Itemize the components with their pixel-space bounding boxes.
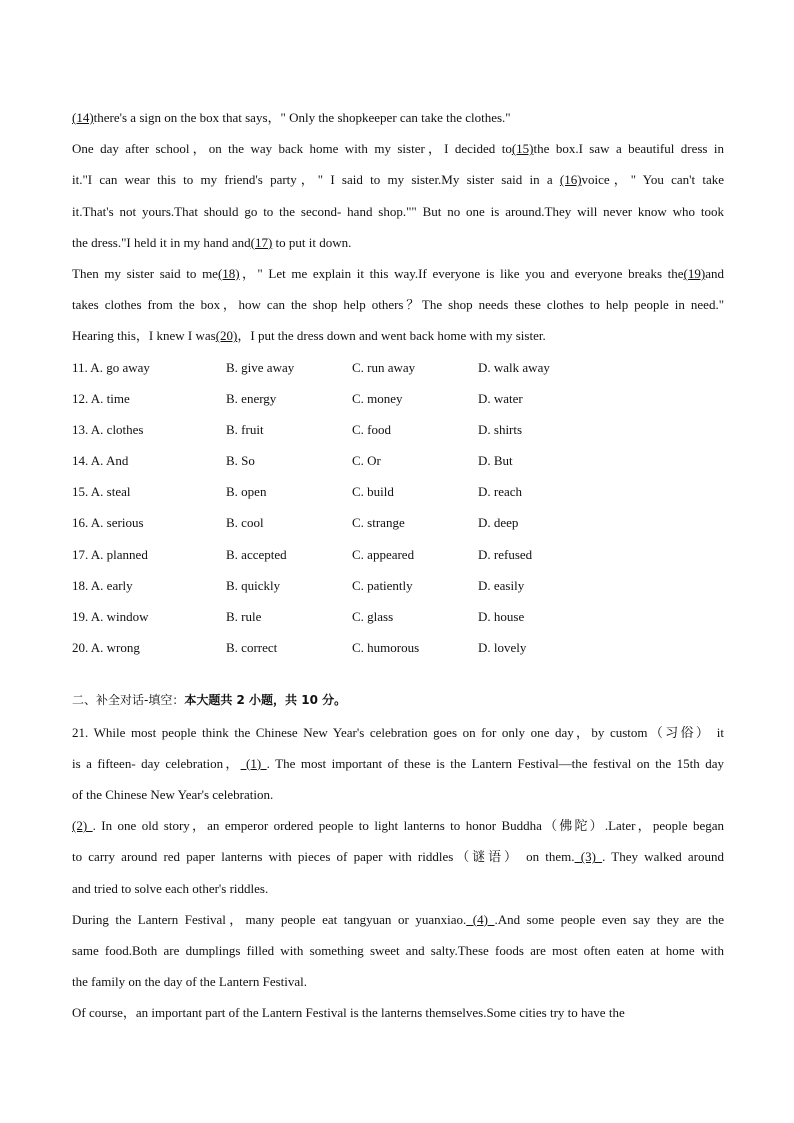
- blank-18: (18): [217, 265, 240, 281]
- blank-1: (1): [240, 755, 267, 771]
- blank-14: (14): [72, 110, 94, 125]
- passage-2: [72, 717, 724, 1029]
- passage-line: Hearing this，I knew I was(20)，I put the dress down and went back home with my sister.: [72, 328, 546, 344]
- question-row: 12. A. time B. energy C. money D. water: [72, 390, 523, 406]
- blank-17: (17): [250, 234, 273, 250]
- passage-line: One day after school，on the way back home with my sister，I decided to(15)the box.I saw a beautiful dress in: [72, 141, 724, 157]
- blank-3: (3): [574, 849, 603, 865]
- blank-15: (15): [511, 141, 534, 157]
- question-row: 15. A. steal B. open C. build D. reach: [72, 484, 523, 500]
- passage-line: of the Chinese New Year's celebration.: [72, 786, 274, 802]
- passage-line: same food.Both are dumplings filled with something sweet and salty.These foods are most often eaten at home with: [72, 942, 724, 958]
- passage-1: [72, 102, 724, 352]
- options-list: [72, 352, 724, 664]
- passage-line: Then my sister said to me(18)，" Let me explain it this way.If everyone is like you and everyone breaks the(19)and: [72, 265, 724, 281]
- blank-20: (20): [215, 328, 238, 344]
- question-row: 19. A. window B. rule C. glass D. house: [72, 609, 525, 624]
- passage-line: is a fifteen- day celebration， (1) . The most important of these is the Lantern Festival—the festival on the 15th day: [72, 755, 724, 771]
- question-row: 17. A. planned B. accepted C. appeared D. refused: [72, 546, 533, 562]
- passage-line: Of course，an important part of the Lantern Festival is the lanterns themselves.Some cities try to have the: [72, 1005, 625, 1021]
- passage-line: the dress."I held it in my hand and(17) to put it down.: [72, 234, 352, 250]
- blank-4: (4): [466, 911, 495, 927]
- passage-line: and tried to solve each other's riddles.: [72, 880, 269, 896]
- passage-line: takes clothes from the box，how can the shop help others？The shop needs these clothes to help people in need.": [72, 297, 724, 313]
- question-row: 13. A. clothes B. fruit C. food D. shirts: [72, 421, 523, 437]
- blank-16: (16): [559, 172, 582, 188]
- passage-line: (2) . In one old story，an emperor ordered people to light lanterns to honor Buddha（佛陀）.Later，people began: [72, 818, 724, 834]
- passage-line: to carry around red paper lanterns with pieces of paper with riddles（谜语） on them. (3) . They walked around: [72, 849, 724, 865]
- blank-19: (19): [683, 265, 706, 281]
- question-row: 14. A. And B. So C. Or D. But: [72, 453, 513, 469]
- passage-line: During the Lantern Festival，many people eat tangyuan or yuanxiao. (4) .And some people even say they are the: [72, 911, 724, 927]
- passage-line: (14)there's a sign on the box that says，" Only the shopkeeper can take the clothes.": [72, 110, 511, 125]
- question-row: 16. A. serious B. cool C. strange D. deep: [72, 515, 519, 531]
- passage-line: it.That's not yours.That should go to the second- hand shop."" But no one is around.They will never know who took: [72, 203, 724, 219]
- blank-2: (2): [72, 818, 93, 834]
- section-heading: 二、补全对话-填空：本大题共 2 小题，共 10 分。: [72, 693, 347, 708]
- passage-line: the family on the day of the Lantern Festival.: [72, 974, 308, 990]
- question-row: 18. A. early B. quickly C. patiently D. easily: [72, 577, 525, 593]
- question-row: 20. A. wrong B. correct C. humorous D. lovely: [72, 640, 527, 656]
- document-page: [72, 102, 724, 1028]
- passage-line: it."I can wear this to my friend's party，" I said to my sister.My sister said in a (16)voice，" You can't take: [72, 172, 724, 188]
- spacer: [72, 663, 724, 685]
- question-row: 11. A. go away B. give away C. run away D. walk away: [72, 359, 550, 375]
- passage-line: 21. While most people think the Chinese New Year's celebration goes on for only one day，by custom（习俗） it: [72, 724, 724, 740]
